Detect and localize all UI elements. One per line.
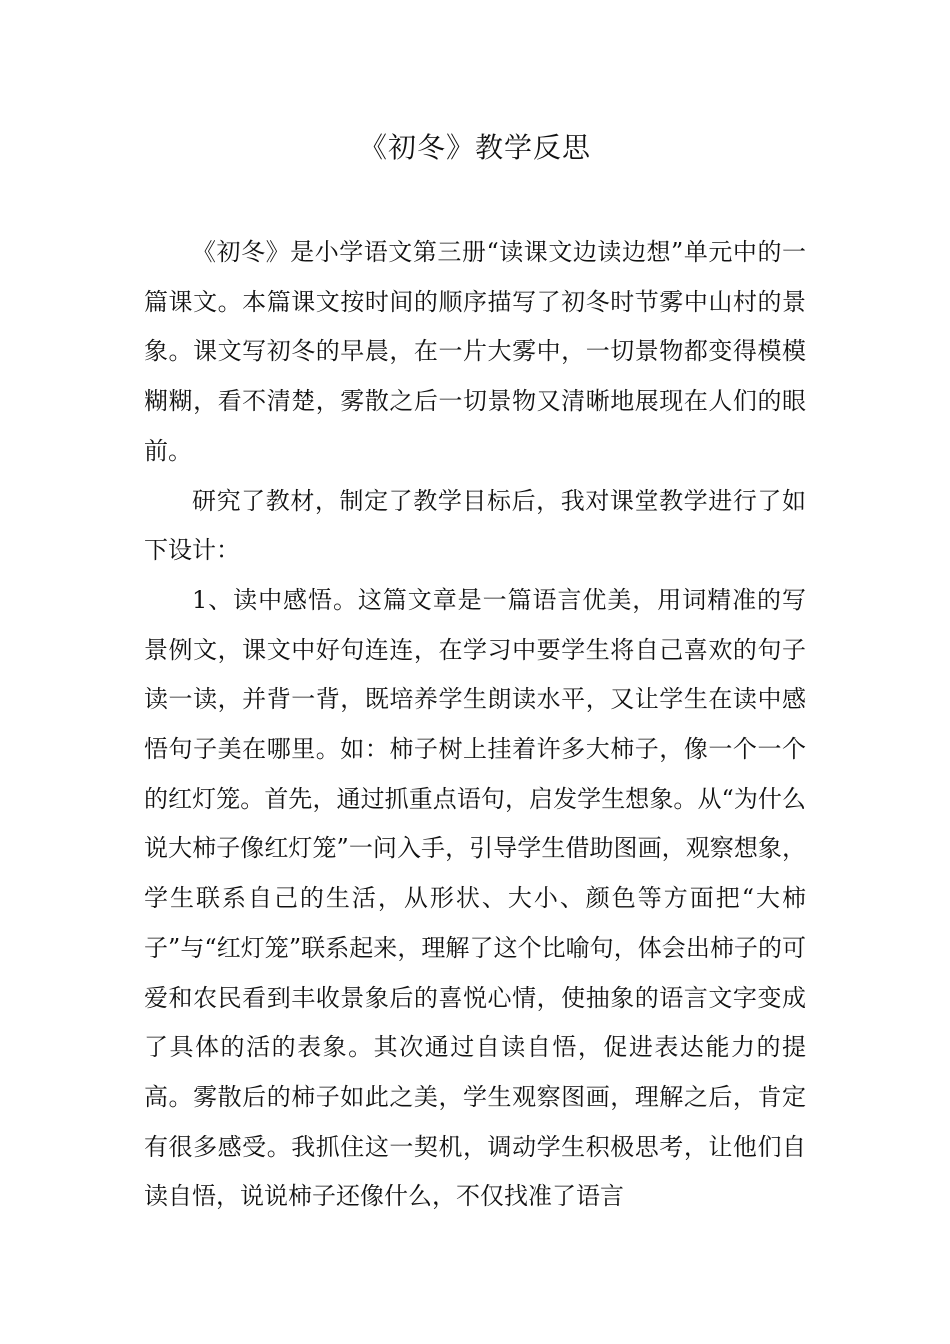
paragraph-reading: 1、读中感悟。这篇文章是一篇语言优美，用词精准的写景例文，课文中好句连连，在学习中要学生将自己喜欢的句子读一读，并背一背，既培养学生朗读水平，又让学生在读中感悟句子美在哪里。如：柿子树上挂着许多大柿子，像一个一个的红灯笼。首先，通过抓重点语句，启发学生想象。从“为什么说大柿子像红灯笼”一问入手，引导学生借助图画，观察想象，学生联系自己的生活，从形状、大小、颜色等方面把“大柿子”与“红灯笼”联系起来，理解了这个比喻句，体会出柿子的可爱和农民看到丰收景象后的喜悦心情，使抽象的语言文字变成了具体的活的表象。其次通过自读自悟，促进表达能力的提高。雾散后的柿子如此之美，学生观察图画，理解之后，肯定有很多感受。我抓住这一契机，调动学生积极思考，让他们自读自悟，说说柿子还像什么，不仅找准了语言: [144, 585, 806, 1211]
paragraph-intro: 《初冬》是小学语文第三册“读课文边读边想”单元中的一篇课文。本篇课文按时间的顺序描写了初冬时节雾中山村的景象。课文写初冬的早晨，在一片大雾中，一切景物都变得模模糊糊，看不清楚，雾散之后一切景物又清晰地展现在人们的眼前。: [144, 238, 806, 465]
document-body: [144, 228, 806, 1222]
paragraph-design: 研究了教材，制定了教学目标后，我对课堂教学进行了如下设计：: [144, 486, 806, 565]
document-title: 《初冬》教学反思: [358, 131, 591, 164]
